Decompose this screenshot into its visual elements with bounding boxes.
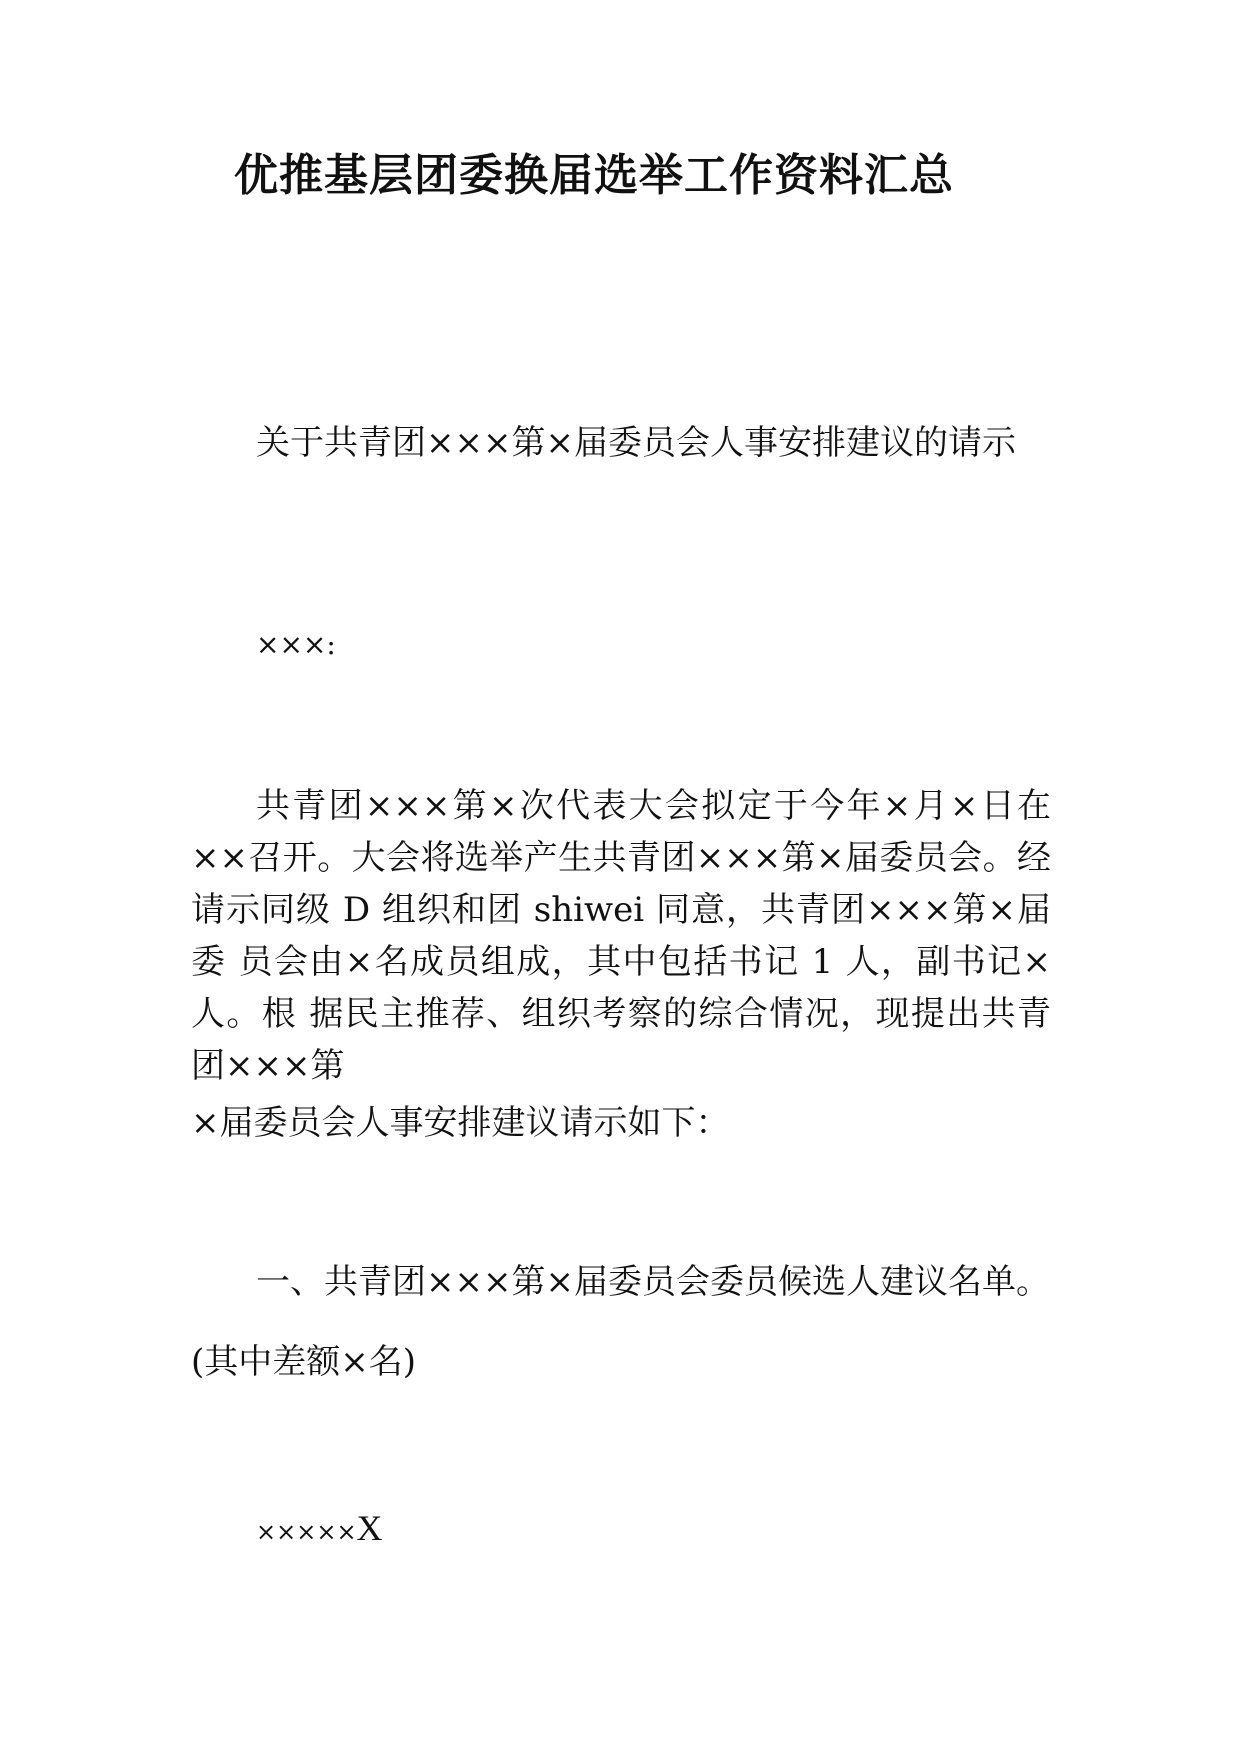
body-continuation: ×届委员会人事安排建议请示如下：: [191, 1103, 730, 1143]
section-one-heading: 一、共青团×××第×届委员会委员候选人建议名单。: [256, 1262, 1050, 1302]
candidate-marks: ×××××: [256, 1518, 357, 1546]
body-paragraph: 共青团×××第×次代表大会拟定于今年×月×日在××召开。大会将选举产生共青团×××第×届委员会。经请示同级 D 组织和团 shiwei 同意，共青团×××第×届委 员会由×名成员组成，其中包括书记 1 人，副书记×人。根 据民主推荐、组织考察的综合情况，现提出共青团×××第: [191, 786, 1051, 1086]
document-title: 优推基层团委换届选举工作资料汇总: [234, 150, 954, 201]
request-heading: 关于共青团×××第×届委员会人事安排建议的请示: [256, 423, 1016, 463]
salutation: ×××:: [256, 628, 336, 661]
section-one-note: (其中差额×名): [191, 1342, 417, 1382]
candidate-marks-end: X: [356, 1508, 383, 1548]
candidate-line: [256, 1508, 383, 1552]
